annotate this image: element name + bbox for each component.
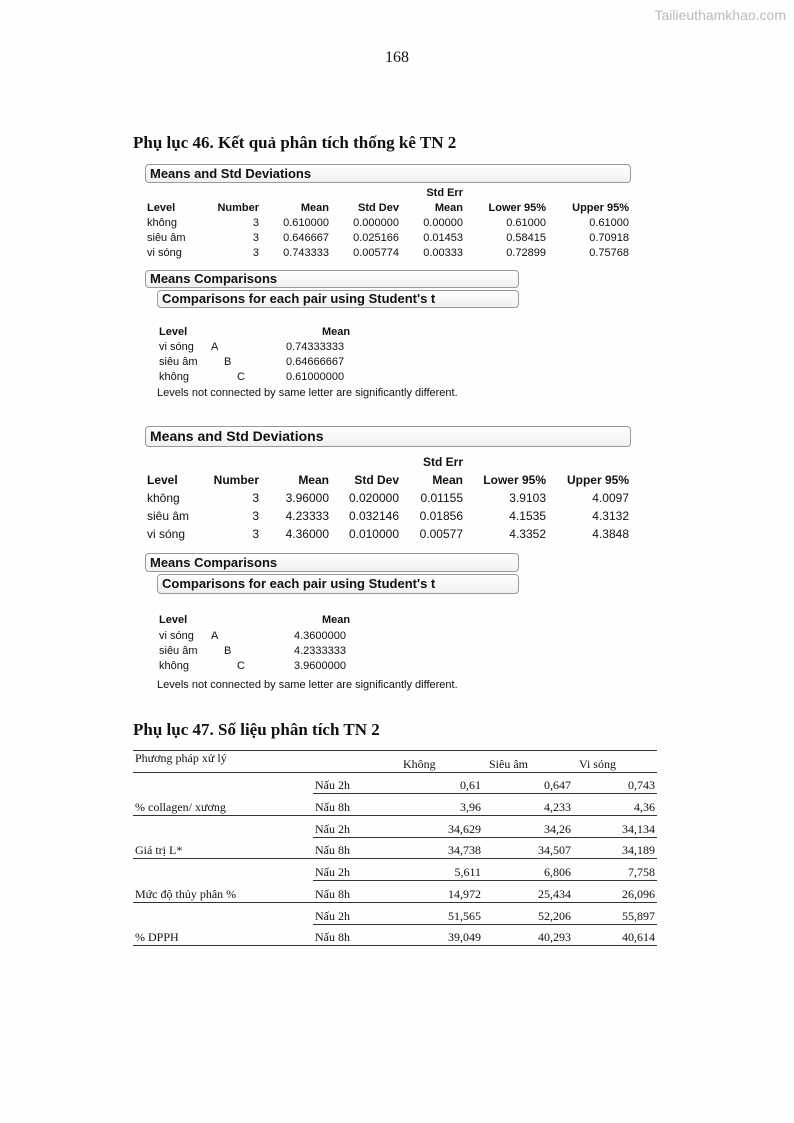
table-row: không 3 0.610000 0.000000 0.00000 0.61000 0.61000 — [147, 216, 629, 229]
student-t-header-1: Comparisons for each pair using Student's t — [157, 290, 519, 308]
table-row: vi sóng 3 0.743333 0.005774 0.00333 0.72899 0.75768 — [147, 246, 629, 259]
table-row: % DPPH Nấu 8h 39,049 40,293 40,614 — [133, 924, 657, 946]
table-row: Nấu 2h 51,565 52,206 55,897 — [133, 902, 657, 924]
page-number: 168 — [385, 49, 409, 66]
comparison-rows-2: vi sóng A 4.3600000 siêu âm B 4.2333333 không C 3.9600000 — [159, 630, 346, 672]
col-number: Number — [217, 201, 259, 214]
group-name: % collagen/ xương — [133, 794, 313, 816]
header-vi-song: Vi sóng — [573, 751, 657, 773]
table-row: siêu âm 3 4.23333 0.032146 0.01856 4.1535 4.3132 — [147, 509, 629, 523]
table-row: Nấu 2h 34,629 34,26 34,134 — [133, 816, 657, 838]
cmp-col-mean: Mean — [322, 614, 351, 626]
col-level: Level — [147, 201, 176, 214]
appendix-47-table — [133, 750, 657, 946]
means-std-header-1: Means and Std Deviations — [145, 164, 631, 183]
col-mean: Mean — [300, 201, 329, 214]
significance-note-1: Levels not connected by same letter are significantly different. — [157, 387, 458, 399]
table-row: % collagen/ xương Nấu 8h 3,96 4,233 4,36 — [133, 794, 657, 816]
significance-note-2: Levels not connected by same letter are significantly different. — [157, 679, 458, 691]
student-t-header-2: Comparisons for each pair using Student's t — [157, 574, 519, 594]
stderr-label: Std Err — [422, 455, 463, 469]
header-sieu-am: Siêu âm — [483, 751, 573, 773]
cmp-col-level: Level — [159, 326, 188, 338]
col-lower95: Lower 95% — [488, 201, 546, 214]
cmp-col-level: Level — [159, 614, 188, 626]
table-row: vi sóng 3 4.36000 0.010000 0.00577 4.3352 4.3848 — [147, 527, 629, 541]
table-row: Nấu 2h 0,61 0,647 0,743 — [133, 772, 657, 794]
col-mean: Mean — [298, 473, 329, 487]
watermark: Tailieuthamkhao.com — [654, 7, 786, 23]
col-stderr-mean: Mean — [434, 201, 463, 214]
header-method: Phương pháp xử lý — [133, 751, 313, 773]
group-name: Giá trị L* — [133, 837, 313, 859]
col-upper95: Upper 95% — [572, 201, 629, 214]
stderr-label: Std Err — [426, 187, 463, 199]
col-number: Number — [213, 473, 259, 487]
means-std-header-2: Means and Std Deviations — [145, 426, 631, 447]
col-std-dev: Std Dev — [354, 473, 399, 487]
means-table-2 — [147, 453, 629, 543]
means-table-1 — [147, 186, 629, 260]
appendix-47-title: Phụ lục 47. Số liệu phân tích TN 2 — [133, 720, 380, 739]
table-row: siêu âm 3 0.646667 0.025166 0.01453 0.58415 0.70918 — [147, 231, 629, 244]
table-row: Nấu 2h 5,611 6,806 7,758 — [133, 859, 657, 881]
cmp-col-mean: Mean — [322, 326, 351, 338]
header-khong: Không — [397, 751, 483, 773]
col-std-dev: Std Dev — [358, 201, 399, 214]
col-stderr-mean: Mean — [432, 473, 463, 487]
col-level: Level — [147, 473, 178, 487]
group-name: Mức độ thủy phân % — [133, 881, 313, 903]
table-row: Mức độ thủy phân % Nấu 8h 14,972 25,434 26,096 — [133, 881, 657, 903]
group-name: % DPPH — [133, 924, 313, 946]
table-row: không 3 3.96000 0.020000 0.01155 3.9103 4.0097 — [147, 491, 629, 505]
col-upper95: Upper 95% — [566, 473, 629, 487]
means-comparisons-header-2: Means Comparisons — [145, 553, 519, 572]
appendix-46-title: Phụ lục 46. Kết quả phân tích thống kê TN 2 — [133, 133, 457, 152]
table-row: Giá trị L* Nấu 8h 34,738 34,507 34,189 — [133, 837, 657, 859]
comparison-rows-1: vi sóng A 0.74333333 siêu âm B 0.64666667 không C 0.61000000 — [159, 341, 345, 383]
means-comparisons-header-1: Means Comparisons — [145, 270, 519, 288]
comparison-table-2 — [159, 614, 359, 629]
col-lower95: Lower 95% — [483, 473, 546, 487]
